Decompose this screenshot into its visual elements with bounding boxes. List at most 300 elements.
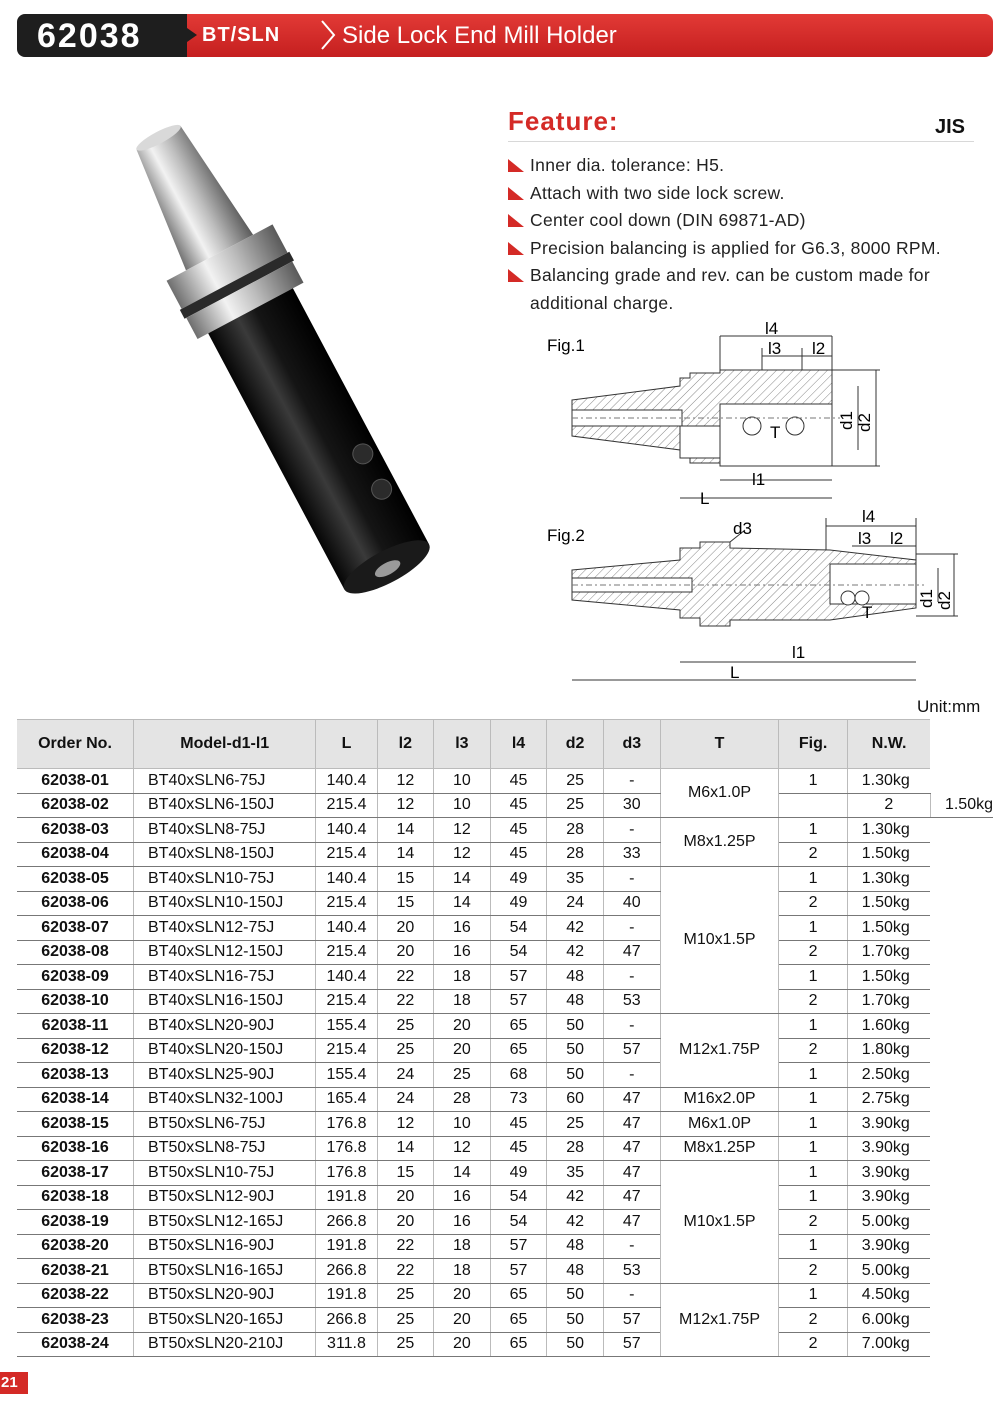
triangle-bullet-icon	[508, 214, 524, 227]
table-cell: BT40xSLN6-75J	[134, 769, 316, 794]
table-cell: 62038-01	[17, 769, 134, 794]
table-cell: 25	[547, 769, 604, 794]
table-cell: 20	[377, 916, 434, 941]
table-cell-thread: M10x1.5P	[660, 867, 779, 1014]
fig1-label: Fig.1	[547, 336, 585, 355]
table-cell: 20	[377, 1185, 434, 1210]
feature-item: Balancing grade and rev. can be custom made for additional charge.	[508, 262, 998, 317]
table-cell: 25	[547, 793, 604, 818]
table-cell: 25	[434, 1063, 491, 1088]
table-cell-thread: M8x1.25P	[660, 1136, 779, 1161]
table-cell: 1	[779, 1234, 847, 1259]
table-cell: 50	[547, 1063, 604, 1088]
table-cell: 5.00kg	[847, 1210, 930, 1235]
table-cell: 20	[434, 1014, 491, 1039]
table-cell: 24	[377, 1063, 434, 1088]
table-cell: 4.50kg	[847, 1283, 930, 1308]
dim-label: l1	[792, 643, 806, 662]
table-cell: 62038-10	[17, 989, 134, 1014]
dim-label: T	[862, 603, 873, 622]
table-cell: 1.30kg	[847, 867, 930, 892]
table-cell: 14	[377, 1136, 434, 1161]
table-cell: BT40xSLN32-100J	[134, 1087, 316, 1112]
col-header: l3	[434, 720, 491, 769]
fig2-label: Fig.2	[547, 526, 585, 545]
table-cell: 18	[434, 965, 491, 990]
col-header: Model-d1-l1	[134, 720, 316, 769]
table-cell: BT40xSLN25-90J	[134, 1063, 316, 1088]
col-header: N.W.	[847, 720, 930, 769]
table-cell: 62038-20	[17, 1234, 134, 1259]
table-cell: 15	[377, 867, 434, 892]
table-cell: 1.30kg	[847, 818, 930, 843]
triangle-bullet-icon	[508, 242, 524, 255]
table-row	[17, 989, 993, 1014]
product-photo	[50, 85, 520, 640]
table-cell: 140.4	[316, 965, 377, 990]
dim-label: d3	[733, 519, 752, 538]
table-cell: BT50xSLN20-90J	[134, 1283, 316, 1308]
col-header: d3	[603, 720, 660, 769]
table-cell: 1.80kg	[847, 1038, 930, 1063]
table-cell: 20	[377, 940, 434, 965]
table-cell: 1	[779, 916, 847, 941]
table-cell: 54	[490, 916, 547, 941]
dim-label: L	[700, 489, 710, 508]
table-cell: 2	[779, 891, 847, 916]
table-cell: 47	[603, 1112, 660, 1137]
header-banner	[17, 14, 993, 57]
dim-label: d1	[917, 589, 936, 608]
table-cell: 18	[434, 1234, 491, 1259]
table-cell: 60	[547, 1087, 604, 1112]
table-cell-thread: M6x1.0P	[660, 1112, 779, 1137]
table-cell: -	[603, 1014, 660, 1039]
table-cell: 54	[490, 1210, 547, 1235]
table-cell: 22	[377, 989, 434, 1014]
spec-table	[17, 719, 993, 1357]
table-cell: 16	[434, 1185, 491, 1210]
table-cell: 49	[490, 867, 547, 892]
table-cell: 1	[779, 867, 847, 892]
table-cell: BT50xSLN20-165J	[134, 1308, 316, 1333]
table-cell: 2	[779, 940, 847, 965]
table-row	[17, 1063, 993, 1088]
table-cell: 25	[377, 1332, 434, 1357]
table-cell: 140.4	[316, 867, 377, 892]
table-cell: 45	[490, 818, 547, 843]
feature-item: Attach with two side lock screw.	[508, 180, 998, 208]
table-cell: 50	[547, 1308, 604, 1333]
table-cell: 12	[377, 769, 434, 794]
table-cell: 62038-22	[17, 1283, 134, 1308]
table-cell: 62038-18	[17, 1185, 134, 1210]
table-cell: 42	[547, 916, 604, 941]
table-cell: 2	[779, 1210, 847, 1235]
table-cell: 311.8	[316, 1332, 377, 1357]
table-row	[17, 1112, 993, 1137]
table-cell: 12	[377, 793, 434, 818]
table-cell: 35	[547, 1161, 604, 1186]
table-row	[17, 1038, 993, 1063]
table-row	[17, 842, 993, 867]
table-cell: BT50xSLN12-165J	[134, 1210, 316, 1235]
table-cell: 191.8	[316, 1185, 377, 1210]
table-cell: BT40xSLN16-150J	[134, 989, 316, 1014]
table-cell: 62038-07	[17, 916, 134, 941]
table-row	[17, 1185, 993, 1210]
table-cell: 2	[779, 1332, 847, 1357]
table-cell: 1.50kg	[930, 793, 993, 818]
table-cell: 62038-04	[17, 842, 134, 867]
table-cell: 215.4	[316, 989, 377, 1014]
table-cell: 155.4	[316, 1014, 377, 1039]
table-cell: 14	[434, 867, 491, 892]
table-row	[17, 1283, 993, 1308]
dim-label: l2	[890, 529, 904, 548]
table-cell: 3.90kg	[847, 1234, 930, 1259]
table-cell: 47	[603, 940, 660, 965]
table-cell: BT40xSLN10-75J	[134, 867, 316, 892]
table-cell: 68	[490, 1063, 547, 1088]
table-cell-thread: M12x1.75P	[660, 1014, 779, 1088]
unit-label: Unit:mm	[917, 697, 981, 716]
table-cell: 50	[547, 1283, 604, 1308]
table-cell: 14	[377, 842, 434, 867]
table-cell: 20	[377, 1210, 434, 1235]
table-cell: -	[603, 965, 660, 990]
table-cell: 1	[779, 1087, 847, 1112]
dim-label: l3	[858, 529, 872, 548]
table-cell: 1.70kg	[847, 940, 930, 965]
table-cell: 45	[490, 793, 547, 818]
table-cell: 12	[434, 1136, 491, 1161]
table-cell: 12	[377, 1112, 434, 1137]
table-cell: 12	[434, 818, 491, 843]
table-cell: 2.50kg	[847, 1063, 930, 1088]
divider	[508, 141, 974, 142]
table-cell: -	[603, 818, 660, 843]
table-cell: 57	[490, 1234, 547, 1259]
table-cell: 57	[603, 1332, 660, 1357]
dim-label: d1	[837, 411, 856, 430]
dim-label: l3	[768, 339, 782, 358]
col-header: d2	[547, 720, 604, 769]
col-header: Order No.	[17, 720, 134, 769]
table-cell: 1	[779, 1063, 847, 1088]
table-cell: 20	[434, 1038, 491, 1063]
table-cell: 62038-09	[17, 965, 134, 990]
table-cell: 3.90kg	[847, 1136, 930, 1161]
table-cell: 47	[603, 1185, 660, 1210]
table-cell-thread	[779, 793, 847, 818]
table-cell: 2	[779, 989, 847, 1014]
table-cell: 62038-17	[17, 1161, 134, 1186]
table-cell: 22	[377, 965, 434, 990]
table-cell: BT40xSLN20-150J	[134, 1038, 316, 1063]
table-cell: 28	[547, 842, 604, 867]
table-cell: BT40xSLN16-75J	[134, 965, 316, 990]
table-cell: 62038-05	[17, 867, 134, 892]
table-cell: 266.8	[316, 1259, 377, 1284]
table-cell: 24	[377, 1087, 434, 1112]
table-cell: 24	[547, 891, 604, 916]
table-cell: 1	[779, 769, 847, 794]
table-cell-thread: M8x1.25P	[660, 818, 779, 867]
table-cell: 57	[490, 989, 547, 1014]
table-cell: 28	[547, 818, 604, 843]
table-cell: 25	[377, 1014, 434, 1039]
table-cell: 45	[490, 769, 547, 794]
feature-title: Feature:	[508, 106, 619, 136]
table-cell: 45	[490, 1112, 547, 1137]
table-cell: BT40xSLN8-150J	[134, 842, 316, 867]
table-row	[17, 1136, 993, 1161]
table-cell: 47	[603, 1136, 660, 1161]
table-cell: 45	[490, 1136, 547, 1161]
table-cell: 48	[547, 1259, 604, 1284]
table-cell: 155.4	[316, 1063, 377, 1088]
feature-item: Center cool down (DIN 69871-AD)	[508, 207, 998, 235]
table-cell: 53	[603, 1259, 660, 1284]
product-title: Side Lock End Mill Holder	[342, 22, 617, 49]
table-cell: 65	[490, 1014, 547, 1039]
table-cell: 16	[434, 916, 491, 941]
table-cell: 140.4	[316, 818, 377, 843]
table-cell: 2	[779, 1038, 847, 1063]
table-cell: 20	[434, 1308, 491, 1333]
table-cell: 1	[779, 1112, 847, 1137]
dim-label: l1	[752, 470, 766, 489]
table-cell: 50	[547, 1332, 604, 1357]
table-row	[17, 1234, 993, 1259]
table-cell: 176.8	[316, 1136, 377, 1161]
table-cell: 1.50kg	[847, 842, 930, 867]
table-row	[17, 1087, 993, 1112]
table-row	[17, 1210, 993, 1235]
table-cell: 1.60kg	[847, 1014, 930, 1039]
table-cell: 10	[434, 769, 491, 794]
table-cell: 15	[377, 1161, 434, 1186]
feature-list	[508, 152, 998, 317]
fig1-drawing	[572, 336, 880, 498]
table-cell: -	[603, 916, 660, 941]
table-row	[17, 1014, 993, 1039]
table-cell: 20	[434, 1332, 491, 1357]
product-code: 62038	[37, 17, 142, 55]
table-cell: 35	[547, 867, 604, 892]
table-cell: 65	[490, 1332, 547, 1357]
table-cell: 62038-11	[17, 1014, 134, 1039]
table-cell-thread: M12x1.75P	[660, 1283, 779, 1357]
table-cell: 191.8	[316, 1234, 377, 1259]
table-cell: 65	[490, 1038, 547, 1063]
table-cell: 22	[377, 1259, 434, 1284]
table-cell: 12	[434, 842, 491, 867]
table-cell: 54	[490, 1185, 547, 1210]
table-cell: 16	[434, 1210, 491, 1235]
table-cell: 140.4	[316, 769, 377, 794]
table-cell: 62038-23	[17, 1308, 134, 1333]
table-cell: 40	[603, 891, 660, 916]
table-cell: 25	[377, 1308, 434, 1333]
table-cell: 62038-15	[17, 1112, 134, 1137]
table-cell: 10	[434, 1112, 491, 1137]
table-cell: 1	[779, 818, 847, 843]
table-cell: 49	[490, 891, 547, 916]
table-cell: 62038-24	[17, 1332, 134, 1357]
table-cell: 10	[434, 793, 491, 818]
table-cell: 33	[603, 842, 660, 867]
feature-item: Precision balancing is applied for G6.3, 8000 RPM.	[508, 235, 998, 263]
page-number: 21	[0, 1372, 28, 1394]
table-cell: 62038-08	[17, 940, 134, 965]
table-cell: BT50xSLN16-90J	[134, 1234, 316, 1259]
table-cell: 1	[779, 1185, 847, 1210]
table-cell: 215.4	[316, 940, 377, 965]
table-row	[17, 769, 993, 794]
feature-item: Inner dia. tolerance: H5.	[508, 152, 998, 180]
table-cell: 215.4	[316, 842, 377, 867]
table-cell: 62038-03	[17, 818, 134, 843]
table-cell: 1.50kg	[847, 891, 930, 916]
table-cell: 28	[434, 1087, 491, 1112]
table-cell: 48	[547, 965, 604, 990]
table-cell: 50	[547, 1038, 604, 1063]
table-cell: 42	[547, 1185, 604, 1210]
table-cell: 62038-12	[17, 1038, 134, 1063]
table-cell: BT50xSLN20-210J	[134, 1332, 316, 1357]
table-cell: 62038-06	[17, 891, 134, 916]
table-cell: BT50xSLN6-75J	[134, 1112, 316, 1137]
table-cell: 165.4	[316, 1087, 377, 1112]
table-cell: 1.50kg	[847, 916, 930, 941]
dim-label: L	[730, 663, 740, 682]
table-cell: 47	[603, 1087, 660, 1112]
table-cell: 42	[547, 940, 604, 965]
table-cell: 62038-16	[17, 1136, 134, 1161]
table-cell: BT50xSLN8-75J	[134, 1136, 316, 1161]
dim-label: l4	[862, 507, 876, 526]
table-row	[17, 1259, 993, 1284]
table-cell: 18	[434, 989, 491, 1014]
product-type: BT/SLN	[202, 24, 281, 46]
table-cell: 49	[490, 1161, 547, 1186]
table-cell: 47	[603, 1161, 660, 1186]
table-cell: BT40xSLN20-90J	[134, 1014, 316, 1039]
table-cell: 16	[434, 940, 491, 965]
table-cell: 54	[490, 940, 547, 965]
triangle-bullet-icon	[508, 269, 524, 282]
technical-drawings	[540, 318, 970, 688]
table-cell: -	[603, 1283, 660, 1308]
table-cell: 47	[603, 1210, 660, 1235]
table-cell: 266.8	[316, 1308, 377, 1333]
table-cell: BT40xSLN12-75J	[134, 916, 316, 941]
table-cell: 48	[547, 989, 604, 1014]
table-cell: 1	[779, 1014, 847, 1039]
chevron-right-icon	[319, 20, 337, 50]
table-cell: 30	[603, 793, 660, 818]
triangle-bullet-icon	[508, 187, 524, 200]
table-cell: 62038-02	[17, 793, 134, 818]
table-cell: 53	[603, 989, 660, 1014]
table-cell: 6.00kg	[847, 1308, 930, 1333]
table-cell: 1	[779, 1283, 847, 1308]
table-cell: 176.8	[316, 1161, 377, 1186]
table-row	[17, 916, 993, 941]
table-cell: 62038-19	[17, 1210, 134, 1235]
table-row	[17, 1332, 993, 1357]
col-header: T	[660, 720, 779, 769]
table-cell: -	[603, 867, 660, 892]
table-cell: 2	[779, 1308, 847, 1333]
table-cell: 215.4	[316, 891, 377, 916]
table-cell: -	[603, 1234, 660, 1259]
triangle-bullet-icon	[508, 159, 524, 172]
table-cell: BT40xSLN8-75J	[134, 818, 316, 843]
table-cell: 2	[779, 1259, 847, 1284]
table-cell: BT50xSLN16-165J	[134, 1259, 316, 1284]
table-cell: BT40xSLN10-150J	[134, 891, 316, 916]
table-row	[17, 1161, 993, 1186]
table-cell: BT40xSLN6-150J	[134, 793, 316, 818]
col-header: l4	[490, 720, 547, 769]
col-header: l2	[377, 720, 434, 769]
table-cell: 73	[490, 1087, 547, 1112]
table-row	[17, 965, 993, 990]
table-cell: 25	[377, 1283, 434, 1308]
table-cell: 2	[779, 842, 847, 867]
table-cell: BT50xSLN10-75J	[134, 1161, 316, 1186]
table-cell: 62038-21	[17, 1259, 134, 1284]
table-cell: 15	[377, 891, 434, 916]
table-cell: 57	[490, 965, 547, 990]
table-cell: 7.00kg	[847, 1332, 930, 1357]
table-cell: 215.4	[316, 793, 377, 818]
table-cell: 140.4	[316, 916, 377, 941]
table-cell: -	[603, 1063, 660, 1088]
table-cell: 1.70kg	[847, 989, 930, 1014]
dim-label: l4	[765, 319, 779, 338]
table-cell: 65	[490, 1283, 547, 1308]
table-row	[17, 1308, 993, 1333]
table-cell: 2.75kg	[847, 1087, 930, 1112]
table-cell: 3.90kg	[847, 1112, 930, 1137]
table-cell: 22	[377, 1234, 434, 1259]
table-row	[17, 818, 993, 843]
table-row	[17, 793, 993, 818]
dim-label: l2	[812, 339, 826, 358]
dim-label: d2	[935, 591, 954, 610]
col-header: Fig.	[779, 720, 847, 769]
dim-label: d2	[855, 413, 874, 432]
table-cell: 28	[547, 1136, 604, 1161]
table-cell: BT40xSLN12-150J	[134, 940, 316, 965]
table-cell: 14	[377, 818, 434, 843]
table-cell: 62038-14	[17, 1087, 134, 1112]
table-cell: 215.4	[316, 1038, 377, 1063]
table-cell: 42	[547, 1210, 604, 1235]
table-cell: 20	[434, 1283, 491, 1308]
table-cell-thread: M16x2.0P	[660, 1087, 779, 1112]
table-cell: 25	[377, 1038, 434, 1063]
table-cell: 1.50kg	[847, 965, 930, 990]
table-cell: 266.8	[316, 1210, 377, 1235]
table-cell: 45	[490, 842, 547, 867]
table-cell-thread: M10x1.5P	[660, 1161, 779, 1284]
table-cell: 1	[779, 1161, 847, 1186]
